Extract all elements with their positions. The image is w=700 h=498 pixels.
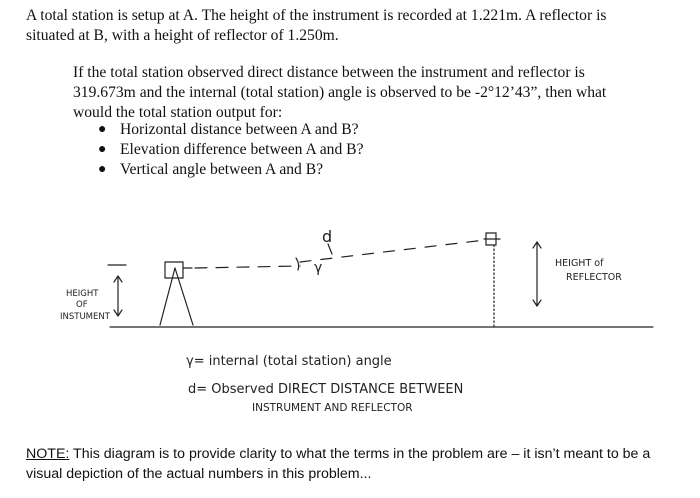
legend-d-line2: INSTRUMENT AND REFLECTOR [252, 402, 413, 414]
survey-diagram [0, 220, 700, 425]
bullet-icon: ● [98, 142, 107, 157]
instrument-height-arrow [114, 276, 122, 316]
instrument-height-label: HEIGHT [66, 289, 99, 299]
svg-text:REFLECTOR: REFLECTOR [566, 272, 622, 283]
bullet-icon: ● [98, 122, 107, 137]
note-text: This diagram is to provide clarity to what the terms in the problem are – it isn’t meant to be a visual depiction of the actual numbers in this problem... [26, 446, 651, 482]
question-paragraph: If the total station observed direct distance between the instrument and reflector is 319.673m and the internal (total station) angle is observed to be -2°12’43”, then what would the total station output for: [73, 64, 607, 121]
label-d: d [322, 227, 333, 246]
intro-paragraph: A total station is setup at A. The height of the instrument is recorded at 1.221m. A reflector is situated at B, with a height of reflector of 1.250m. [26, 7, 607, 44]
reflector-icon [484, 233, 500, 245]
list-item: ● Vertical angle between A and B? [98, 161, 324, 178]
list-item: ● Horizontal distance between A and B? [98, 121, 359, 138]
angle-arc [296, 258, 299, 270]
svg-text:INSTUMENT: INSTUMENT [60, 312, 110, 322]
legend-d-line1: d= Observed DIRECT DISTANCE BETWEEN [188, 382, 464, 397]
list-item: ● Elevation difference between A and B? [98, 141, 364, 158]
question-list [96, 120, 363, 180]
horizontal-line [195, 266, 300, 268]
note-paragraph [26, 444, 666, 484]
reflector-height-arrow [533, 242, 541, 306]
label-gamma: γ [314, 260, 323, 276]
note-label: NOTE: [26, 446, 70, 462]
legend-gamma: γ= internal (total station) angle [186, 354, 392, 369]
bullet-icon: ● [98, 162, 107, 177]
reflector-height-label: HEIGHT of [555, 258, 604, 269]
svg-text:OF: OF [76, 300, 88, 310]
